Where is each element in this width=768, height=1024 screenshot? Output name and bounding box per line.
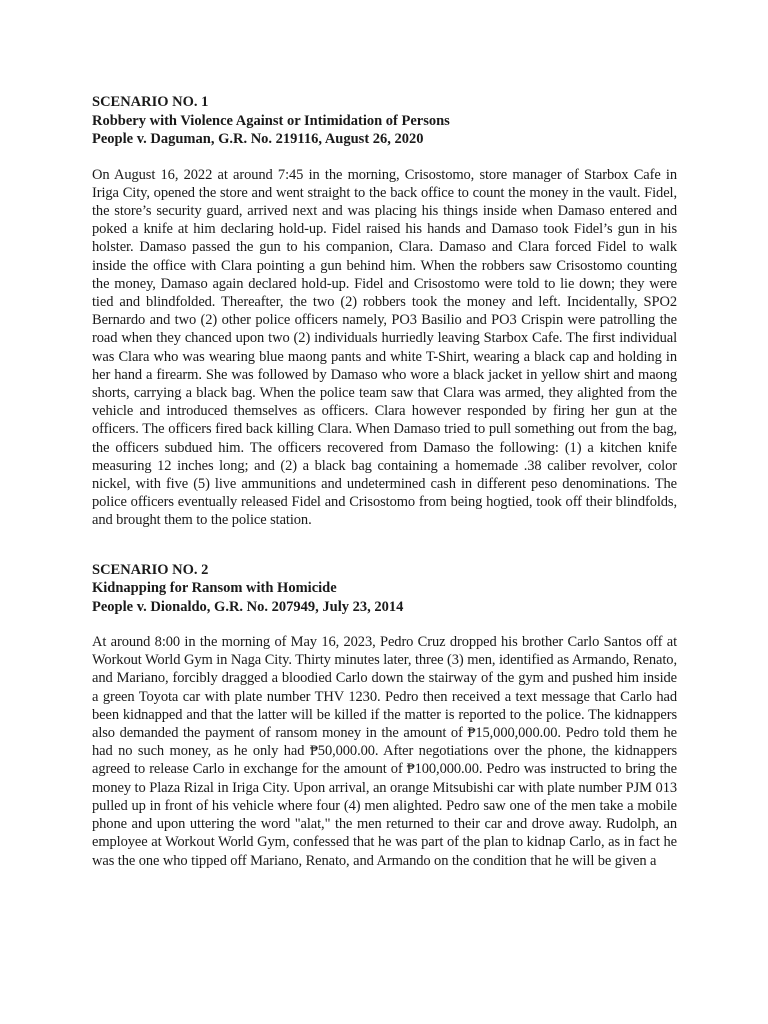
scenario-1 xyxy=(92,93,677,530)
scenario-2 xyxy=(92,561,677,870)
scenario-2-crime: Kidnapping for Ransom with Homicide xyxy=(92,580,337,597)
scenario-2-case: People v. Dionaldo, G.R. No. 207949, July 23, 2014 xyxy=(92,598,404,615)
scenario-1-title: SCENARIO NO. 1 xyxy=(92,94,209,110)
scenario-1-body: On August 16, 2022 at around 7:45 in the morning, Crisostomo, store manager of Starbox Cafe in Iriga City, opened the store and went straight to the back office to count the money in the vault. Fidel, the store’s security guard, arrived next and was placing his things inside when Damaso entered and poked a knife at him declaring hold-up. Fidel raised his hands and Damaso took Fidel’s gun in his holster. Damaso passed the gun to his companion, Clara. Damaso and Clara forced Fidel to walk inside the office with Clara pointing a gun behind him. When the robbers saw Crisostomo counting the money, Damaso again declared hold-up. Fidel and Crisostomo were told to lie down; they were tied and blindfolded. Thereafter, the two (2) robbers took the money and left. Incidentally, SPO2 Bernardo and two (2) other police officers namely, PO3 Basilio and PO3 Crispin were patrolling the road when they chanced upon two (2) individuals hurriedly leaving Starbox Cafe. The first individual was Clara who was wearing blue maong pants and white T-Shirt, wearing a black cap and holding in her hand a firearm. She was followed by Damaso who wore a black jacket in yellow shirt and maong shorts, carrying a black bag. When the police team saw that Clara was armed, they alighted from the vehicle and introduced themselves as officers. Clara however responded by firing her gun at the officers. The officers fired back killing Clara. When Damaso tried to pull something out from the bag, the officers subdued him. The officers recovered from Damaso the following: (1) a kitchen knife measuring 12 inches long; and (2) a black bag containing a homemade .38 caliber revolver, color nickel, with five (5) live ammunitions and undetermined cash in different peso denominations. The police officers eventually released Fidel and Crisostomo from being hogtied, took off their blindfolds, and brought them to the police station. xyxy=(92,166,677,529)
document-page xyxy=(92,93,677,870)
scenario-1-crime: Robbery with Violence Against or Intimidation of Persons xyxy=(92,112,450,129)
scenario-2-title: SCENARIO NO. 2 xyxy=(92,561,209,578)
scenario-2-body: At around 8:00 in the morning of May 16, 2023, Pedro Cruz dropped his brother Carlo Santos off at Workout World Gym in Naga City. Thirty minutes later, three (3) men, identified as Armando, Renato, and Mariano, forcibly dragged a bloodied Carlo down the stairway of the gym and pushed him inside a green Toyota car with plate number THV 1230. Pedro then received a text message that Carlo had been kidnapped and that the latter will be killed if the matter is reported to the police. The kidnappers also demanded the payment of ransom money in the amount of ₱15,000,000.00. Pedro told them he had no such money, as he only had ₱50,000.00. After negotiations over the phone, the kidnappers agreed to release Carlo in exchange for the amount of ₱100,000.00. Pedro was instructed to bring the money to Plaza Rizal in Iriga City. Upon arrival, an orange Mitsubishi car with plate number PJM 013 pulled up in front of his vehicle where four (4) men alighted. Pedro saw one of the men take a mobile phone and upon uttering the word "alat," the men returned to their car and drove away. Rudolph, an employee at Workout World Gym, confessed that he was part of the plan to kidnap Carlo, as in fact he was the one who tipped off Mariano, Renato, and Armando on the condition that he will be given a xyxy=(92,634,677,869)
scenario-1-case: People v. Daguman, G.R. No. 219116, August 26, 2020 xyxy=(92,131,424,147)
